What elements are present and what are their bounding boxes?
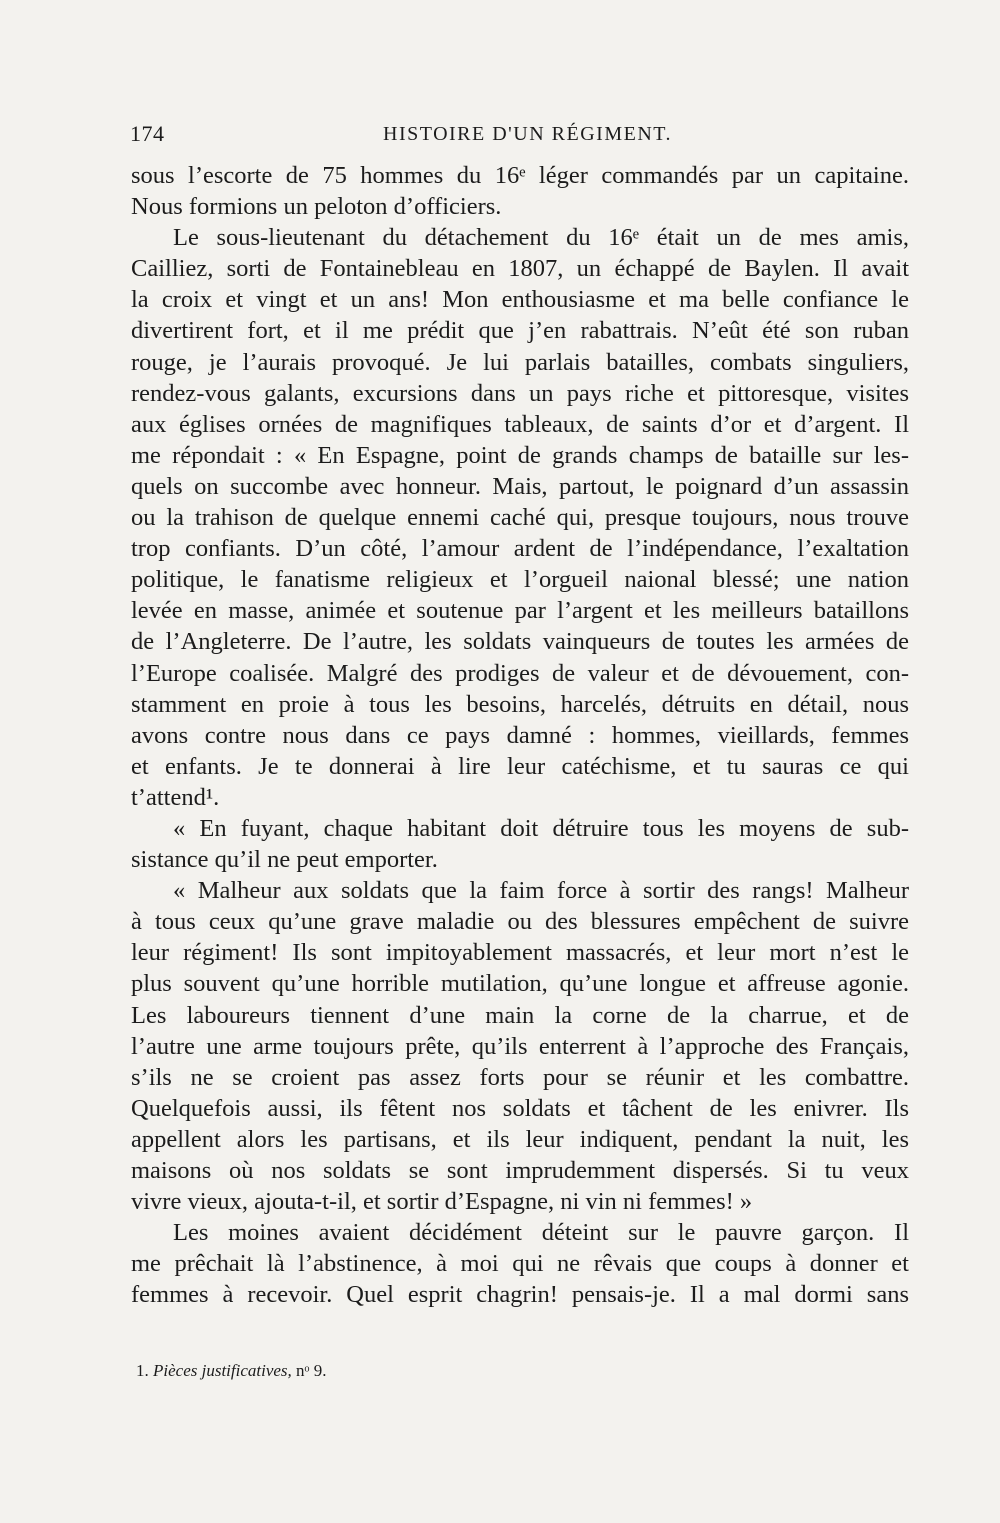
text-line: femmes à recevoir. Quel esprit chagrin! pensais-je. Il a mal dormi sans [131, 1281, 909, 1309]
running-head [130, 121, 910, 151]
text-line: s’ils ne se croient pas assez forts pour se réunir et les combattre. [131, 1063, 909, 1091]
text-line: aux églises ornées de magnifiques tableaux, de saints d’or et d’argent. Il [131, 410, 909, 438]
footnote [136, 1361, 326, 1381]
text-line: vivre vieux, ajouta-t-il, et sortir d’Espagne, ni vin ni femmes! » [131, 1188, 753, 1216]
text-line: « En fuyant, chaque habitant doit détruire tous les moyens de sub- [173, 814, 909, 842]
text-line: Les moines avaient décidément déteint sur le pauvre garçon. Il [173, 1219, 909, 1247]
text-line: Les laboureurs tiennent d’une main la corne de la charrue, et de [131, 1001, 909, 1029]
text-line: plus souvent qu’une horrible mutilation, qu’une longue et affreuse agonie. [131, 970, 909, 998]
text-line: et enfants. Je te donnerai à lire leur catéchisme, et tu sauras ce qui [131, 752, 909, 780]
text-line: ou la trahison de quelque ennemi caché qui, presque toujours, nous trouve [131, 504, 909, 532]
text-line: levée en masse, animée et soutenue par l’argent et les meilleurs bataillons [131, 597, 909, 625]
footnote-reference: nᵒ 9. [296, 1361, 327, 1380]
page-number: 174 [130, 121, 165, 146]
running-title: HISTOIRE D'UN RÉGIMENT. [383, 123, 673, 145]
text-line: divertirent fort, et il me prédit que j’en rabattrais. N’eût été son ruban [131, 317, 909, 345]
footnote-italic-text: Pièces justificatives, [153, 1361, 292, 1380]
text-line: à tous ceux qu’une grave maladie ou des blessures empêchent de suivre [131, 908, 909, 936]
text-line: rendez-vous galants, excursions dans un pays riche et pittoresque, visites [131, 379, 909, 407]
text-line: stamment en proie à tous les besoins, harcelés, détruits en détail, nous [131, 690, 909, 718]
text-line: avons contre nous dans ce pays damné : hommes, vieillards, femmes [131, 721, 909, 749]
text-line: l’autre une arme toujours prête, qu’ils enterrent à l’approche des Français, [131, 1032, 909, 1060]
text-line: me prêchait là l’abstinence, à moi qui ne rêvais que coups à donner et [131, 1250, 909, 1278]
text-line: l’Europe coalisée. Malgré des prodiges de valeur et de dévouement, con- [131, 659, 909, 687]
text-line: trop confiants. D’un côté, l’amour ardent de l’indépendance, l’exaltation [131, 535, 909, 563]
footnote-number: 1. [136, 1361, 149, 1380]
text-line: Nous formions un peloton d’officiers. [131, 193, 502, 221]
text-line: rouge, je l’aurais provoqué. Je lui parlais batailles, combats singuliers, [131, 348, 909, 376]
text-line: sous l’escorte de 75 hommes du 16ᵉ léger commandés par un capitaine. [131, 162, 909, 189]
text-line: maisons où nos soldats se sont imprudemment dispersés. Si tu veux [131, 1157, 909, 1184]
text-line: me répondait : « En Espagne, point de grands champs de bataille sur les- [131, 441, 909, 469]
text-line: Cailliez, sorti de Fontainebleau en 1807, un échappé de Baylen. Il avait [131, 255, 909, 283]
text-line: Quelquefois aussi, ils fêtent nos soldats et tâchent de les enivrer. Ils [131, 1094, 909, 1122]
text-line: t’attend¹. [131, 783, 220, 811]
text-line: politique, le fanatisme religieux et l’orgueil naional blessé; une nation [131, 566, 909, 594]
text-line: la croix et vingt et un ans! Mon enthousiasme et ma belle confiance le [131, 286, 909, 314]
text-line: leur régiment! Ils sont impitoyablement massacrés, et leur mort n’est le [131, 939, 909, 967]
text-line: « Malheur aux soldats que la faim force à sortir des rangs! Malheur [173, 877, 909, 905]
text-line: Le sous-lieutenant du détachement du 16ᵉ était un de mes amis, [173, 224, 909, 252]
body-text [131, 160, 909, 1310]
text-line: quels on succombe avec honneur. Mais, partout, le poignard d’un assassin [131, 472, 909, 500]
text-line: de l’Angleterre. De l’autre, les soldats vainqueurs de toutes les armées de [131, 628, 909, 656]
text-line: sistance qu’il ne peut emporter. [131, 846, 438, 874]
text-line: appellent alors les partisans, et ils leur indiquent, pendant la nuit, les [131, 1125, 909, 1153]
